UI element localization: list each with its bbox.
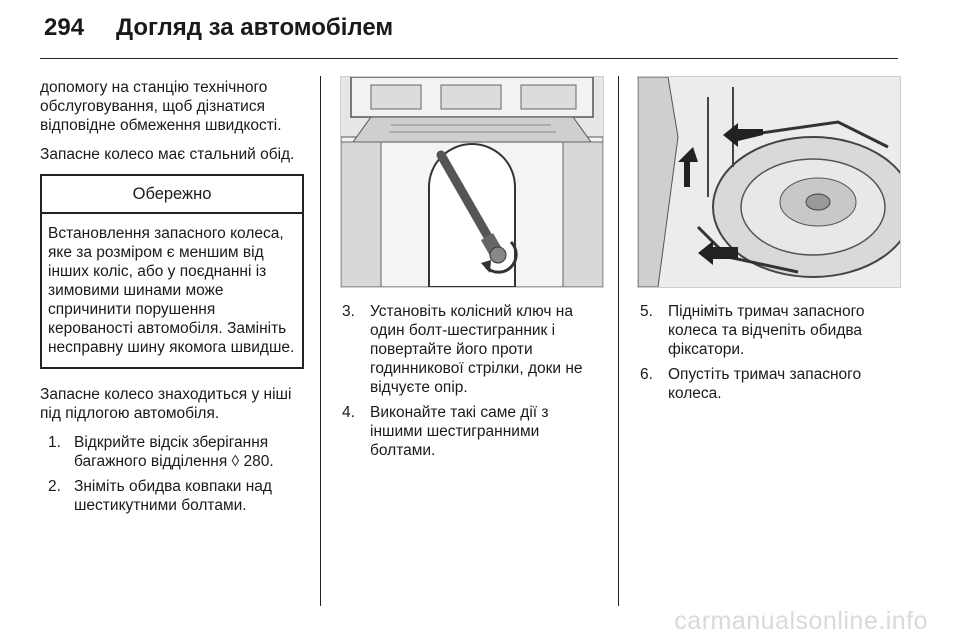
steps-list [342, 302, 604, 460]
step-number: 4. [342, 404, 355, 421]
column-divider [320, 76, 321, 606]
steps-list [40, 433, 304, 515]
trunk-wrench-illustration [340, 76, 604, 288]
spare-wheel-holder-illustration [637, 76, 901, 288]
step-text: Виконайте такі саме дії з іншими шестигранними болтами. [370, 404, 549, 459]
step-item [342, 302, 604, 397]
step-number: 2. [48, 478, 61, 495]
page-title: Догляд за автомобілем [116, 14, 394, 41]
warning-text: Встановлення запасного колеса, яке за розміром є меншим від інших коліс, або у поєднанні із зимовими шинами може спричинити порушення керованості автомобіля. Замініть несправну шину якомога швидше. [48, 225, 295, 356]
column-3 [640, 302, 902, 409]
intro-paragraph: допомогу на станцію технічного обслуговування, щоб дізнатися відповідне обмеження швидкості. [40, 79, 282, 134]
column-divider [618, 76, 619, 606]
step-text: Установіть колісний ключ на один болт-шестигранник і повертайте його проти годинникової стрілки, доки не відчуєте опір. [370, 303, 583, 396]
step-number: 6. [640, 366, 653, 383]
warning-box [40, 174, 304, 369]
step-item [640, 302, 902, 359]
step-item [40, 477, 304, 515]
step-item [342, 403, 604, 460]
step-number: 5. [640, 303, 653, 320]
watermark: carmanualsonline.info [674, 607, 928, 635]
step-item [40, 433, 304, 471]
column-1 [40, 78, 304, 521]
header-rule [40, 58, 898, 59]
steps-list [640, 302, 902, 403]
warning-title: Обережно [42, 176, 302, 214]
rim-note: Запасне колесо має стальний обід. [40, 146, 295, 163]
step-text: Опустіть тримач запасного колеса. [668, 366, 862, 402]
step-text: Підніміть тримач запасного колеса та відчепіть обидва фіксатори. [668, 303, 865, 358]
column-2 [342, 302, 604, 466]
location-paragraph: Запасне колесо знаходиться у ніші під підлогою автомобіля. [40, 386, 292, 422]
step-item [640, 365, 902, 403]
step-number: 3. [342, 303, 355, 320]
step-text: Зніміть обидва ковпаки над шестикутними болтами. [74, 478, 272, 514]
step-number: 1. [48, 434, 61, 451]
step-text: Відкрийте відсік зберігання багажного відділення ◊ 280. [74, 434, 274, 470]
page-number: 294 [44, 14, 85, 41]
